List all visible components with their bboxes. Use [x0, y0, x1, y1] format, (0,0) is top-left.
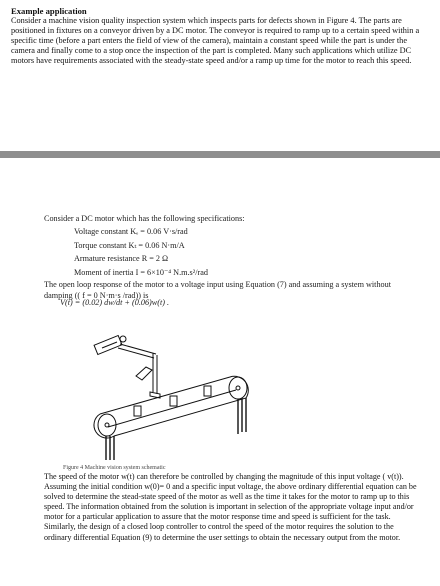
- spec-armature-resistance: Armature resistance R = 2 Ω: [74, 254, 169, 264]
- discussion-section: [44, 472, 419, 543]
- machine-vision-schematic: [90, 332, 320, 464]
- camera-stand: [118, 344, 160, 398]
- closed-loop-paragraph: Similarly, the design of a closed loop controller to control the speed of the motor requires the solution to the ordinary differential Equation (9) to determine the user settings to obtain the necessary output from the motor.: [44, 522, 401, 542]
- conveyor-belt: [94, 376, 248, 438]
- section-title: Example application: [11, 6, 87, 16]
- discussion-paragraph: The speed of the motor w(t) can therefore be controlled by changing the magnitude of this input voltage ( v(t)). Assuming the initial condition w(0)= 0 and a specific input voltage, the above ordinary differential equation can be solved to determine the stead-state speed of the motor as well as the time it takes for the motor to ramp up to this speed. The information obtained from the solution is important in selection of the appropriate voltage input and/or motor for a particular application to assure that the motor response time and speed is sufficient for the task.: [44, 472, 417, 522]
- open-loop-text: The open loop response of the motor to a voltage input using Equation (7) and assuming a system without damping (( f = 0 N·m·s /rad)) is: [44, 280, 392, 300]
- spec-moment-of-inertia: Moment of inertia I = 6×10⁻⁴ N.m.s²/rad: [74, 267, 208, 277]
- spec-torque-constant: Torque constant Kₜ = 0.06 N·m/A: [74, 240, 185, 250]
- example-section: [11, 6, 431, 67]
- motor-equation: V(t) = (0.02) dw/dt + (0.06)w(t) .: [60, 298, 170, 307]
- spec-voltage-constant: Voltage constant Kₑ = 0.06 V·s/rad: [74, 227, 188, 237]
- page-divider: [0, 151, 440, 158]
- motor-spec-section: [44, 212, 404, 301]
- spec-intro: Consider a DC motor which has the following specifications:: [44, 214, 245, 223]
- camera-icon: [94, 335, 126, 354]
- intro-paragraph: Consider a machine vision quality inspection system which inspects parts for defects shown in Figure 4. The parts are positioned in fixtures on a conveyor driven by a DC motor. The conveyor is required to ramp up to a certain speed within a specific time (before a part enters the field of view of the camera), maintain a constant speed while the part is under the camera and finally come to a stop once the inspection of the part is completed. Many such applications which utilize DC motors have requirements associated with the steady-state speed and/or a ramp up time for the motor to reach this speed.: [11, 16, 420, 66]
- figure-caption: Figure 4 Machine vision system schematic: [63, 465, 166, 471]
